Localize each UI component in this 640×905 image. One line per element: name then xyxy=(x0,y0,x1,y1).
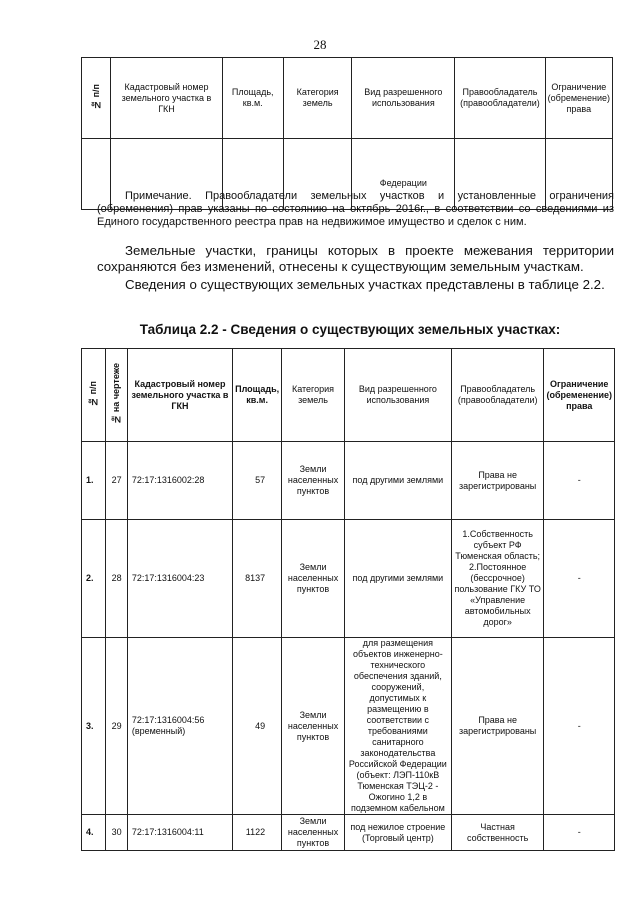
land-category: Земли населенных пунктов xyxy=(282,815,345,851)
land-category: Земли населенных пунктов xyxy=(282,520,345,638)
header-cell: № п/п xyxy=(82,349,106,442)
right-holder: 1.Собственность субъект РФ Тюменская область; 2.Постоянное (бессрочное) пользование ГКУ ТО «Управление автомобильных дорог» xyxy=(451,520,544,638)
table-header-row xyxy=(82,349,615,442)
drawing-number: 29 xyxy=(106,638,127,815)
table-continuation xyxy=(81,57,613,210)
permitted-use: под другими землями xyxy=(344,442,451,520)
header-cell: № на чертеже xyxy=(106,349,127,442)
header-cell: Кадастровый номер земельного участка в ГКН xyxy=(127,349,232,442)
header-cell: Категория земель xyxy=(283,58,352,139)
right-holder: Частная собственность xyxy=(451,815,544,851)
cadastral-number: 72:17:1316004:11 xyxy=(127,815,232,851)
encumbrance: - xyxy=(544,442,615,520)
header-cell: Вид разрешенного использования xyxy=(352,58,455,139)
land-category: Земли населенных пунктов xyxy=(282,638,345,815)
header-cell: Категория земель xyxy=(282,349,345,442)
table-title: Таблица 2.2 - Сведения о существующих земельных участках: xyxy=(139,322,561,337)
permitted-use: под другими землями xyxy=(344,520,451,638)
land-category: Земли населенных пунктов xyxy=(282,442,345,520)
paragraph: Земельные участки, границы которых в проекте межевания территории сохраняются без изменений, отнесены к существующим земельным участкам. xyxy=(97,243,614,274)
row-number: 1. xyxy=(82,442,106,520)
encumbrance: - xyxy=(544,638,615,815)
land-plots-table xyxy=(81,348,615,851)
cadastral-number: 72:17:1316002:28 xyxy=(127,442,232,520)
right-holder: Права не зарегистрированы xyxy=(451,442,544,520)
area: 8137 xyxy=(233,520,282,638)
row-number: 4. xyxy=(82,815,106,851)
area: 49 xyxy=(233,638,282,815)
header-cell: № п/п xyxy=(82,58,111,139)
header-cell: Ограничение (обременение) права xyxy=(545,58,612,139)
table-cell: Федерации xyxy=(352,139,455,210)
area: 1122 xyxy=(233,815,282,851)
table-row xyxy=(82,815,615,851)
encumbrance: - xyxy=(544,815,615,851)
table-row xyxy=(82,520,615,638)
right-holder: Права не зарегистрированы xyxy=(451,638,544,815)
row-number: 3. xyxy=(82,638,106,815)
area: 57 xyxy=(233,442,282,520)
header-cell: Правообладатель (правообладатели) xyxy=(455,58,545,139)
permitted-use: под нежилое строение (Торговый центр) xyxy=(344,815,451,851)
header-cell: Вид разрешенного использования xyxy=(344,349,451,442)
header-cell: Площадь, кв.м. xyxy=(222,58,283,139)
table-header-row xyxy=(82,58,613,139)
drawing-number: 30 xyxy=(106,815,127,851)
table-row xyxy=(82,638,615,815)
table-row xyxy=(82,442,615,520)
paragraph: Сведения о существующих земельных участках представлены в таблице 2.2. xyxy=(125,277,605,292)
drawing-number: 28 xyxy=(106,520,127,638)
encumbrance: - xyxy=(544,520,615,638)
cadastral-number: 72:17:1316004:56 (временный) xyxy=(127,638,232,815)
permitted-use: для размещения объектов инженерно-технического обеспечения зданий, сооружений, допустимых к размещению в соответствии с требованиями санитарного законодательства Российской Федерации (объект: ЛЭП-110кВ Тюменская ТЭЦ-2 - Ожогино 1,2 в подземном кабельном xyxy=(344,638,451,815)
row-number: 2. xyxy=(82,520,106,638)
header-cell: Правообладатель (правообладатели) xyxy=(451,349,544,442)
header-cell: Кадастровый номер земельного участка в ГКН xyxy=(111,58,222,139)
cadastral-number: 72:17:1316004:23 xyxy=(127,520,232,638)
table-note: Примечание. Правообладатели земельных участков и установленные ограничения (обременения) прав указаны по состоянию на октябрь 2016г., в соответствии со сведениями из Единого государственного реестра прав на недвижимое имущество и сделок с ним. xyxy=(97,190,614,228)
header-cell: Ограничение (обременение) права xyxy=(544,349,615,442)
page-number: 28 xyxy=(313,37,327,52)
drawing-number: 27 xyxy=(106,442,127,520)
header-cell: Площадь, кв.м. xyxy=(233,349,282,442)
